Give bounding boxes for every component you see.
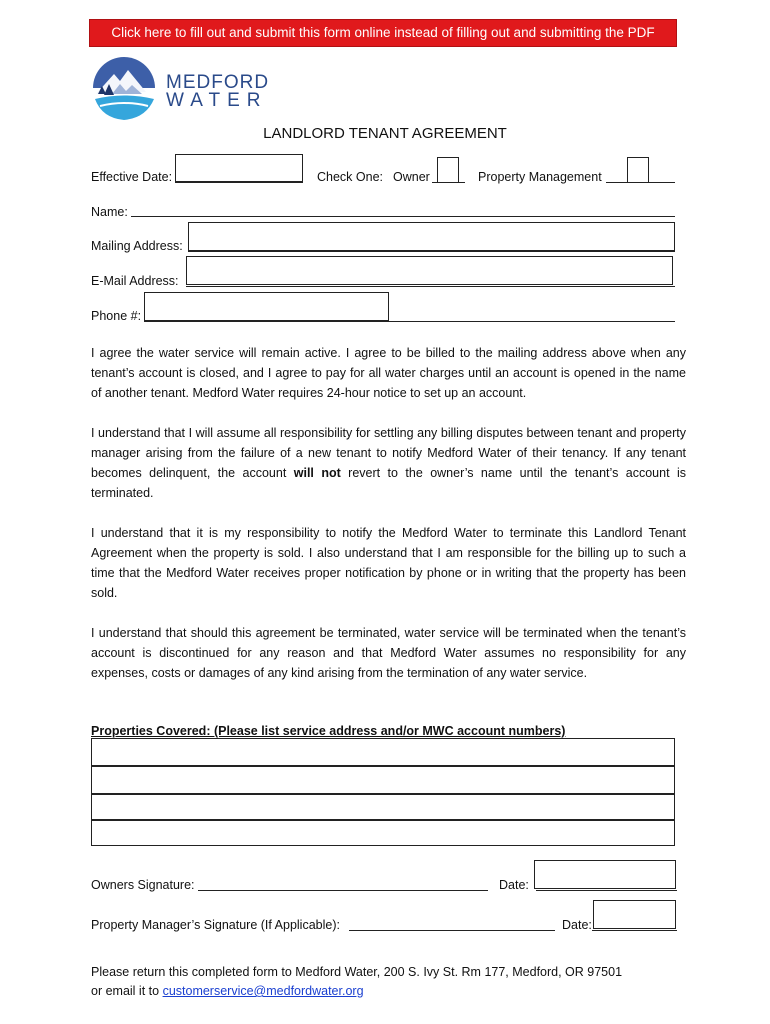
name-label: Name: bbox=[91, 205, 128, 219]
mountain-logo-icon bbox=[86, 54, 166, 124]
properties-covered-label: Properties Covered: (Please list service address and/or MWC account numbers) bbox=[91, 724, 566, 738]
pm-date-underline bbox=[592, 930, 677, 931]
agreement-paragraph-4: I understand that should this agreement be terminated, water service will be terminated when the tenant’s account is discontinued for any reason and that Medford Water assumes no responsibility for any expenses, costs or damages of any kind arising from the termination of any water service. bbox=[91, 626, 686, 680]
effective-date-underline bbox=[175, 182, 303, 183]
property-manager-signature-line[interactable] bbox=[349, 930, 555, 931]
property-line-4-field[interactable] bbox=[91, 820, 675, 846]
pm-date-label: Date: bbox=[562, 918, 592, 932]
phone-field[interactable] bbox=[144, 292, 389, 321]
check-one-label: Check One: bbox=[317, 170, 384, 184]
will-not-emphasis: will not bbox=[293, 466, 341, 480]
owners-signature-label: Owners Signature: bbox=[91, 878, 195, 892]
mailing-address-underline bbox=[188, 251, 675, 252]
owner-date-label: Date: bbox=[499, 878, 529, 892]
owner-date-field[interactable] bbox=[534, 860, 676, 889]
agreement-paragraph-1: I agree the water service will remain active. I agree to be billed to the mailing address above when any tenant’s account is closed, and I agree to pay for all water charges until an account is opened in the name of another tenant. Medford Water requires 24-hour notice to set up an account. bbox=[91, 346, 686, 400]
effective-date-field[interactable] bbox=[175, 154, 303, 182]
email-underline bbox=[186, 286, 675, 287]
page-title: LANDLORD TENANT AGREEMENT bbox=[263, 125, 507, 142]
mailing-address-field[interactable] bbox=[188, 222, 675, 251]
agreement-paragraph-3: I understand that it is my responsibility to notify the Medford Water to terminate this Landlord Tenant Agreement when the property is sold. I also understand that I am responsible for the billing up to such a time that the Medford Water receives proper notification by phone or in writing that the property has been sold. bbox=[91, 526, 686, 600]
logo-text-medford: MEDFORD bbox=[166, 72, 270, 93]
name-field[interactable] bbox=[131, 216, 675, 217]
property-line-1-field[interactable] bbox=[91, 738, 675, 766]
property-management-checkbox[interactable] bbox=[627, 157, 649, 183]
pm-date-field[interactable] bbox=[593, 900, 676, 929]
email-label: E-Mail Address: bbox=[91, 274, 179, 288]
logo-text-water: WATER bbox=[166, 90, 268, 111]
property-line-2-field[interactable] bbox=[91, 766, 675, 794]
property-line-3-field[interactable] bbox=[91, 794, 675, 820]
return-instructions bbox=[91, 963, 622, 1001]
return-address-line: Please return this completed form to Medford Water, 200 S. Ivy St. Rm 177, Medford, OR 97501 bbox=[91, 965, 623, 979]
owner-date-underline bbox=[536, 890, 677, 891]
fill-online-banner-button[interactable]: Click here to fill out and submit this form online instead of filling out and submitting the PDF bbox=[89, 19, 677, 47]
agreement-paragraph-2: I understand that I will assume all responsibility for settling any billing disputes between tenant and property manager arising from the failure of a new tenant to notify Medford Water of their tenancy. If any tenant becomes delinquent, the account will not revert to the owner’s name until the tenant’s account is terminated. bbox=[91, 426, 686, 500]
effective-date-label: Effective Date: bbox=[91, 170, 173, 184]
customer-service-email-link[interactable]: customerservice@medfordwater.org bbox=[162, 984, 364, 998]
email-field[interactable] bbox=[186, 256, 673, 285]
email-instruction-line: or email it to customerservice@medfordwater.org bbox=[91, 984, 364, 998]
owner-label: Owner bbox=[393, 170, 430, 184]
property-manager-signature-label: Property Manager’s Signature (If Applicable): bbox=[91, 918, 340, 932]
medford-water-logo bbox=[86, 54, 270, 124]
phone-underline bbox=[144, 321, 675, 322]
owners-signature-line[interactable] bbox=[198, 890, 488, 891]
property-management-label: Property Management bbox=[478, 170, 602, 184]
owner-checkbox[interactable] bbox=[437, 157, 459, 183]
phone-label: Phone #: bbox=[91, 309, 142, 323]
mailing-address-label: Mailing Address: bbox=[91, 239, 183, 253]
